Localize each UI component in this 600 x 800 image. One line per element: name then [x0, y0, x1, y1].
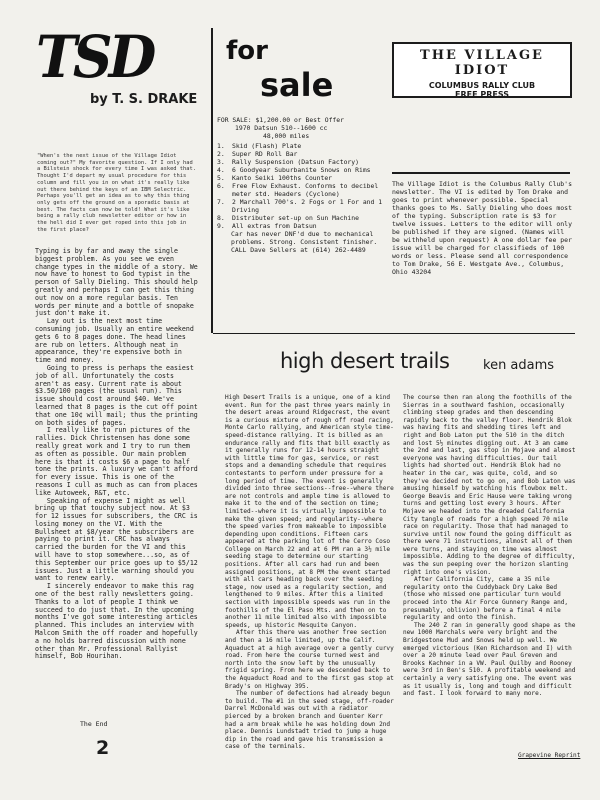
article-author: ken adams — [483, 358, 555, 373]
list-item: 5. Kanto Seiki 100ths Counter — [217, 174, 333, 182]
for-sale-list — [217, 142, 389, 254]
section-divider — [213, 333, 575, 334]
banner-subtitle: FREE PRESS — [455, 90, 509, 99]
banner-subtitle: COLUMBUS RALLY CLUB — [428, 81, 536, 90]
village-idiot-blurb: The Village Idiot is the Columbus Rally Club's newsletter. The VI is edited by Tom Drake and goes to print whenever possible. Special thanks goes to Ms. Sally Dieling who does most of the typing. Subscription rate is $3 for twelve issues. Letters to the editor will only be published if they are signed. (Names will be withheld upon request) A one dollar fee per issue will be charged for classifieds of 100 words or less. Please send all correspondence to Tom Drake, 56 E. Westgate Ave., Columbus, Ohio 43204 — [392, 180, 573, 276]
article-column-1: High Desert Trails is a unique, one of a kind event. Run for the past three years mainly in the desert areas around Ridgecrest, the event is a curious mixture of rough off road racing, Monte Carlo rallying, and American style time-speed-distance rallying. It is billed as an endurance rally and fits that bill exactly as it generally runs for 12-14 hours straight with little time for gas, service, or rest stops and a demanding schedule that requires contestants to perform under pressure for a long period of time. The event is generally divided into three sections--free--where there are not controls and ample time is allowed to make it to the end of the section on time; limited--where it is virtually impossible to make the given speed; and regularity--where the speed varies from makeable to impossible depending upon conditions. Fifteen cars appeared at the parking lot of the Cerro Coso College on March 22 and at 6 PM ran a 3½ mile seeding stage to determine our starting positions. After all cars had run and been assigned positions, at 8 PM the event started with all cars heading back over the seeding stage, now used as a regularity section, and lengthened to 9 miles. After this a limited section with impossible speeds was run in the foothills of the El Paso Mts. and then on to another 11 mile limited also with impossible speeds, up historic Mesquite Canyon. After this there was another free section and then a 16 mile limited, up the Calif. Aquaduct at a high average over a gently curvy road. From here the course turned west and north into the snow left by the unusually frigid spring. From here we descended back to the Aquaduct Road and to the first gas stop at Brady's on Highway 395. The number of defections had already begun to build. The #1 in the seed stage, off-roader Darrel McDonald was out with a radiator pierced by a broken branch and Guenter Kerr had a arm break while he was holding down 2nd place. Dennis Lundstadt tried to jump a huge dip in the road and gave his transmission a case of the terminals. — [225, 394, 394, 751]
list-item: 4. 6 Goodyear Suburbanite Snows on Rims — [217, 166, 371, 174]
list-item: 3. Rally Suspension (Datsun Factory) — [217, 158, 359, 166]
offer-line: FOR SALE: $1,200.00 or Best Offer — [217, 116, 344, 124]
banner-title: THE VILLAGE IDIOT — [420, 48, 544, 78]
list-item: 2. Super RD Roll Bar — [217, 150, 298, 158]
for-sale-offer — [217, 116, 387, 140]
byline: by T. S. DRAKE — [90, 92, 198, 107]
for-sale-closing: Car has never DNF'd due to mechanical problems. Strong. Consistent finisher. — [231, 230, 378, 246]
list-item: 1. Skid (Flash) Plate — [217, 142, 302, 150]
reprint-credit: Grapevine Reprint — [518, 752, 581, 759]
column-end: The End — [80, 720, 108, 728]
masthead-logo: TSD — [36, 22, 153, 91]
banner-rule — [392, 172, 570, 174]
list-item: 6. Free Flow Exhaust. Conforms to decibel meter std. Headers (Cyclone) — [217, 182, 379, 198]
column-intro: "When's the next issue of the Village Idiot coming out?" My favorite question. If I only had a Bilstein shock for every time I was asked that. Thought I'd depart my usual procedure for this column and fill you in on what it's really like out there behind the keys of an IBM Selectric. Perhaps you'll get an idea as to why this thing only gets off the ground on a sporadic basis at best. The facts can now be told! What it's like being a rally club newsletter editor or how in the hell did I ever get roped into this job in the first place? — [37, 153, 197, 233]
village-idiot-banner — [392, 42, 572, 98]
list-item: 8. Distributer set-up on Sun Machine — [217, 214, 359, 222]
article-column-2: The course then ran along the foothills of the Sierras in a southward fashion, occasionally climbing steep grades and then descending rapidly back to the valley floor. Hendrik Blok was having fits and shedding tires left and right and Bob Laton put the 510 in the ditch and lost 5½ minutes digging out. At 3 am came the 2nd and last, gas stop in Mojave and almost everyone was having difficulties. Our tail lights had shorted out. Hendrik Blok had no heater in the car, was quite, cold, and so they've decided not to go on, and Bob Laton was amusing himself by watching his flowbox melt. George Beavis and Eric Hause were taking wrong turns and getting lost every 3 hours. After Mojave we headed into the dreaded California City tangle of roads for a high speed 70 mile race on regularity. Those that had managed to survive until now found the going difficult as there were 71 instructions, almost all of them were turns, and staying on time was almost impossible. Adding to the degree of difficulty, was the sun peeping over the horizon slanting right into one's vision. After California City, came a 35 mile regularity onto the Cuddyback Dry Lake Bed (those who missed one particular turn would proceed into the Air Force Gunnery Range and, presumably, oblivion) before a final 4 mile regularity and onto the finish. The 240 Z ran in generally good shape as the new 1000 Marchals were very bright and the Bridgestone Mud and Snows held up well. We emerged victorious (Ken Richardson and I) with over a 20 minute lead over Paul Greven and Brooks Kachner in a VW. Paul Quilby and Rooney were 3rd in Ben's 510. A profitable weekend and certainly a very satisfying one. The event was as it usually is, long and tough and difficult and fast. I look forward to many more. — [403, 394, 576, 698]
offer-line: 1970 Datsun 510--1600 cc — [235, 124, 328, 132]
page-number: 2 — [96, 737, 110, 759]
column-divider — [211, 28, 213, 333]
article-headline: high desert trails — [280, 349, 450, 373]
for-sale-heading-line1: for — [226, 36, 268, 66]
list-item: 9. All extras from Datsun — [217, 222, 317, 230]
list-item: 7. 2 Marchall 700's. 2 Fogs or 1 For and 1 Driving — [217, 198, 383, 214]
column-body: Typing is by far and away the single biggest problem. As you see we even change types in the middle of a story. We now have to honest to God typist in the person of Sally Dieling. This should help greatly and perhaps I can get this thing out now on a more regular basis. Ten words per minute and a bottle of snopake just don't make it. Lay out is the next most time consuming job. Usually an entire weekend gets 6 to 8 pages done. The head lines are rub on letters. Although neat in appearance, they're expensive both in time and money. Going to press is perhaps the easiest job of all. Unfortunately the costs aren't as easy. Current rate is about $3.50/100 pages (the usual run). This issue should cost around $40. We've learned that 8 pages is the cut off point that one 10¢ will mail; thus the printing on both sides of pages. I really like to run pictures of the rallies. Dick Christensen has done some really great work and I try to run them as often as possible. Our main problem here is that it costs $6 a page to half tone the prints. A luxury we can't afford for every issue. This is one of the reasons I cull as much as can from places like Autoweek, R&T, etc. Speaking of expense I might as well bring up that touchy subject now. At $3 for 12 issues for subscribers, the CRC is losing money on the VI. With the Bullsheet at $8/year the subscribers are paying to print it. CRC has always carried the burden for the VI and this will have to stop somewhere...so, as of this September our price goes up to $5/12 issues. Just a little warning should you want to renew early. I sincerely endeavor to make this rag one of the best rally newsletters going. Thanks to a lot of people I think we succeed to do just that. In the upcoming months I've got some interesting articles planned. This includes an interview with Malcom Smith the off roader and hopefully a no holds barred discussion with none other than Mr. Professional Rallyist himself, Bob Hourihan. — [35, 247, 198, 661]
for-sale-contact: CALL Dave Sellers at (614) 262-4489 — [231, 246, 366, 254]
for-sale-heading-line2: sale — [260, 66, 334, 104]
offer-line: 48,000 miles — [263, 132, 310, 140]
